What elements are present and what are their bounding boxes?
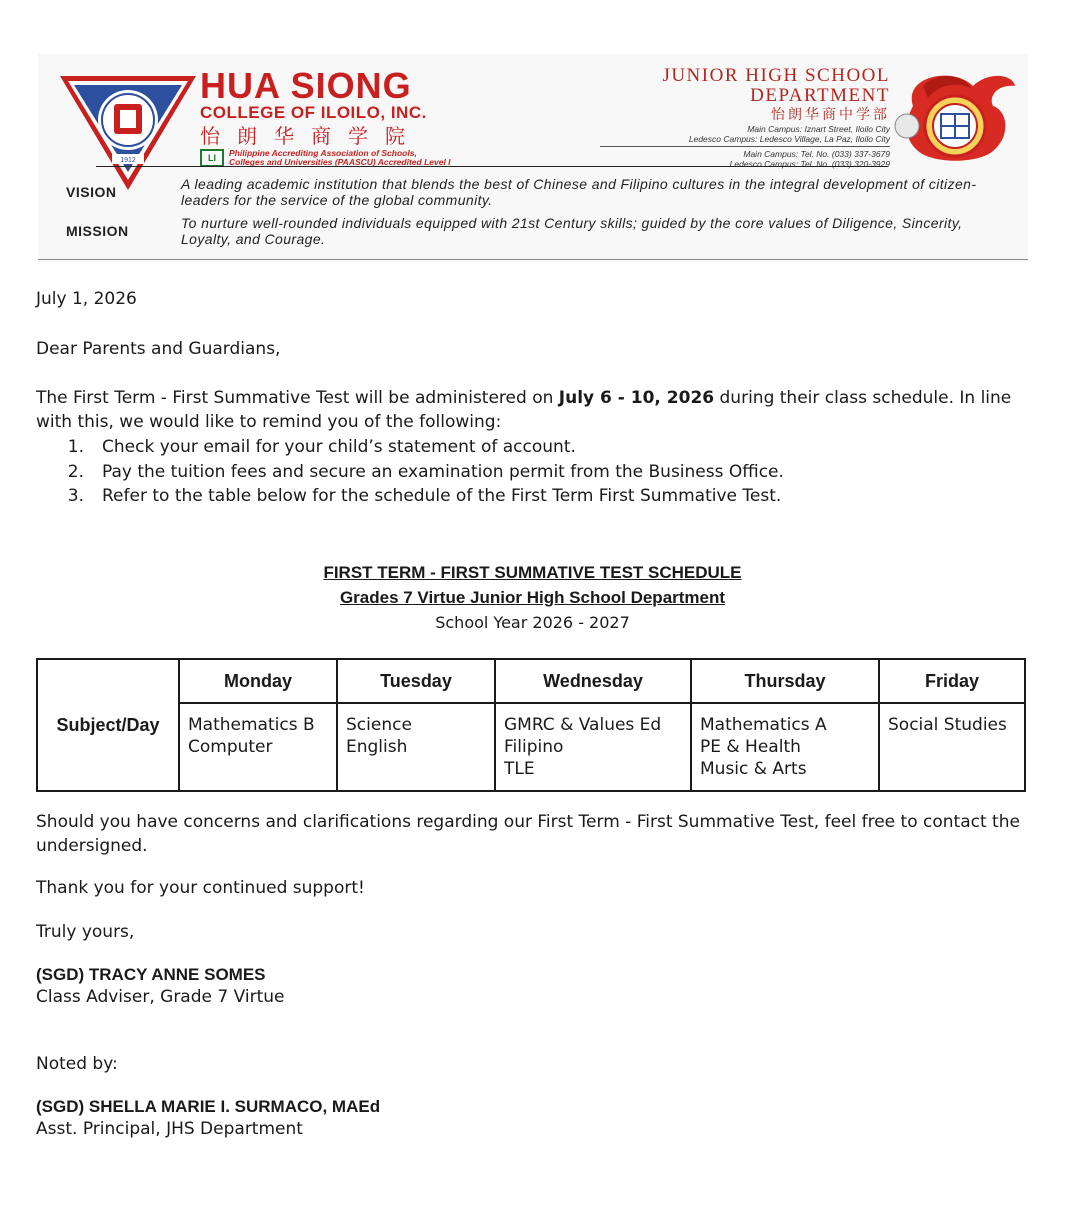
table-header-row [37,659,1025,703]
column-header-monday: Monday [179,659,337,703]
accreditation-line-1: Philippine Accrediting Association of Schools, [229,148,417,158]
accreditation [200,149,451,167]
department-block [600,66,890,169]
schedule-subtitle: Grades 7 Virtue Junior High School Department [339,588,726,607]
table-row [37,703,1025,791]
vision-row [66,176,1001,208]
subject: Music & Arts [700,759,807,779]
reminder-list [36,435,784,509]
list-item-number: 3. [67,486,84,506]
signature-block-adviser [36,964,284,1008]
letterhead [38,54,1028,262]
campus-divider [600,146,890,147]
thanks-line: Thank you for your continued support! [36,878,365,898]
list-item [36,460,784,485]
ledesco-campus-address: Ledesco Campus: Ledesco Village, La Paz, Iloilo City [688,134,890,144]
seal-year: 1912 [120,157,136,164]
list-item-text: Refer to the table below for the schedule of the First Term First Summative Test. [102,486,782,506]
intro-text-after: during their class schedule. In line with this, we would like to remind you of the following: [36,388,1012,432]
mission-label: MISSION [66,223,129,239]
column-header-tuesday: Tuesday [337,659,495,703]
signer-title: Class Adviser, Grade 7 Virtue [36,987,285,1007]
noted-by-label: Noted by: [36,1054,118,1074]
subject: English [346,737,408,757]
cell-wednesday [495,703,691,791]
mission-row [66,215,1001,247]
school-year: School Year 2026 - 2027 [435,613,630,632]
schedule-table [36,658,1026,792]
list-item-text: Pay the tuition fees and secure an examination permit from the Business Office. [102,461,784,482]
list-item [36,435,784,460]
vision-text: A leading academic institution that blends the best of Chinese and Filipino cultures in the integral development of citizen-leaders for the service of the global community. [181,176,977,208]
schedule-heading [0,560,1065,635]
cell-tuesday [337,703,495,791]
subject: GMRC & Values Ed [504,715,662,735]
paascu-icon: LI [200,149,224,167]
phoenix-emblem-logo [893,66,1018,166]
accreditation-line-2: Colleges and Universities (PAASCU) Accredited Level I [229,157,451,167]
subject: PE & Health [700,737,801,757]
dept-title-line-1: JUNIOR HIGH SCHOOL [662,65,890,86]
school-brand [200,65,451,167]
school-chinese-name: 怡朗华商学院 [200,124,422,148]
row-header-subject-day: Subject/Day [37,659,179,791]
dept-title-line-2: DEPARTMENT [750,85,890,106]
ledesco-campus-tel: Ledesco Campus: Tel. No. (033) 320-3929 [729,159,890,169]
intro-paragraph [36,386,1036,434]
subject: Filipino [504,737,564,757]
list-item-number: 1. [67,437,84,457]
column-header-wednesday: Wednesday [495,659,691,703]
signer-name: (SGD) TRACY ANNE SOMES [36,965,266,984]
cell-thursday [691,703,879,791]
mission-text: To nurture well-rounded individuals equipped with 21st Century skills; guided by the core values of Diligence, Sincerity, Loyalty, and Courage. [181,215,963,247]
school-seal-logo [58,72,198,192]
subject: TLE [504,759,535,779]
letter-date: July 1, 2026 [36,289,137,309]
column-header-friday: Friday [879,659,1025,703]
letterhead-bottom-rule [38,259,1028,260]
closing-paragraph: Should you have concerns and clarifications regarding our First Term - First Summative Test, feel free to contact the undersigned. [36,812,1020,856]
school-name: HUA SIONG [200,65,412,106]
cell-friday [879,703,1025,791]
subject: Mathematics A [700,715,827,735]
list-item [36,484,784,509]
signature-block-principal [36,1096,380,1140]
schedule-title: FIRST TERM - FIRST SUMMATIVE TEST SCHEDULE [323,563,742,582]
dept-chinese-name: 怡朗华商中学部 [771,107,890,123]
complimentary-close: Truly yours, [36,922,135,942]
subject: Science [346,715,412,735]
main-campus-address: Main Campus: Iznart Street, Iloilo City [747,124,890,134]
main-campus-tel: Main Campus: Tel. No. (033) 337-3679 [743,149,890,159]
school-subtitle: COLLEGE OF ILOILO, INC. [200,103,427,122]
subject: Mathematics B [188,715,315,735]
signer-name: (SGD) SHELLA MARIE I. SURMACO, MAEd [36,1097,381,1116]
subject: Social Studies [888,715,1007,735]
subject: Computer [188,737,273,757]
cell-monday [179,703,337,791]
signer-title: Asst. Principal, JHS Department [36,1119,303,1139]
vision-label: VISION [66,184,117,200]
salutation: Dear Parents and Guardians, [36,339,281,359]
test-dates: July 6 - 10, 2026 [558,388,715,408]
column-header-thursday: Thursday [691,659,879,703]
header-divider [96,166,888,167]
list-item-text: Check your email for your child’s statement of account. [102,437,576,457]
list-item-number: 2. [67,461,84,482]
intro-text-before: The First Term - First Summative Test will be administered on [36,388,559,408]
